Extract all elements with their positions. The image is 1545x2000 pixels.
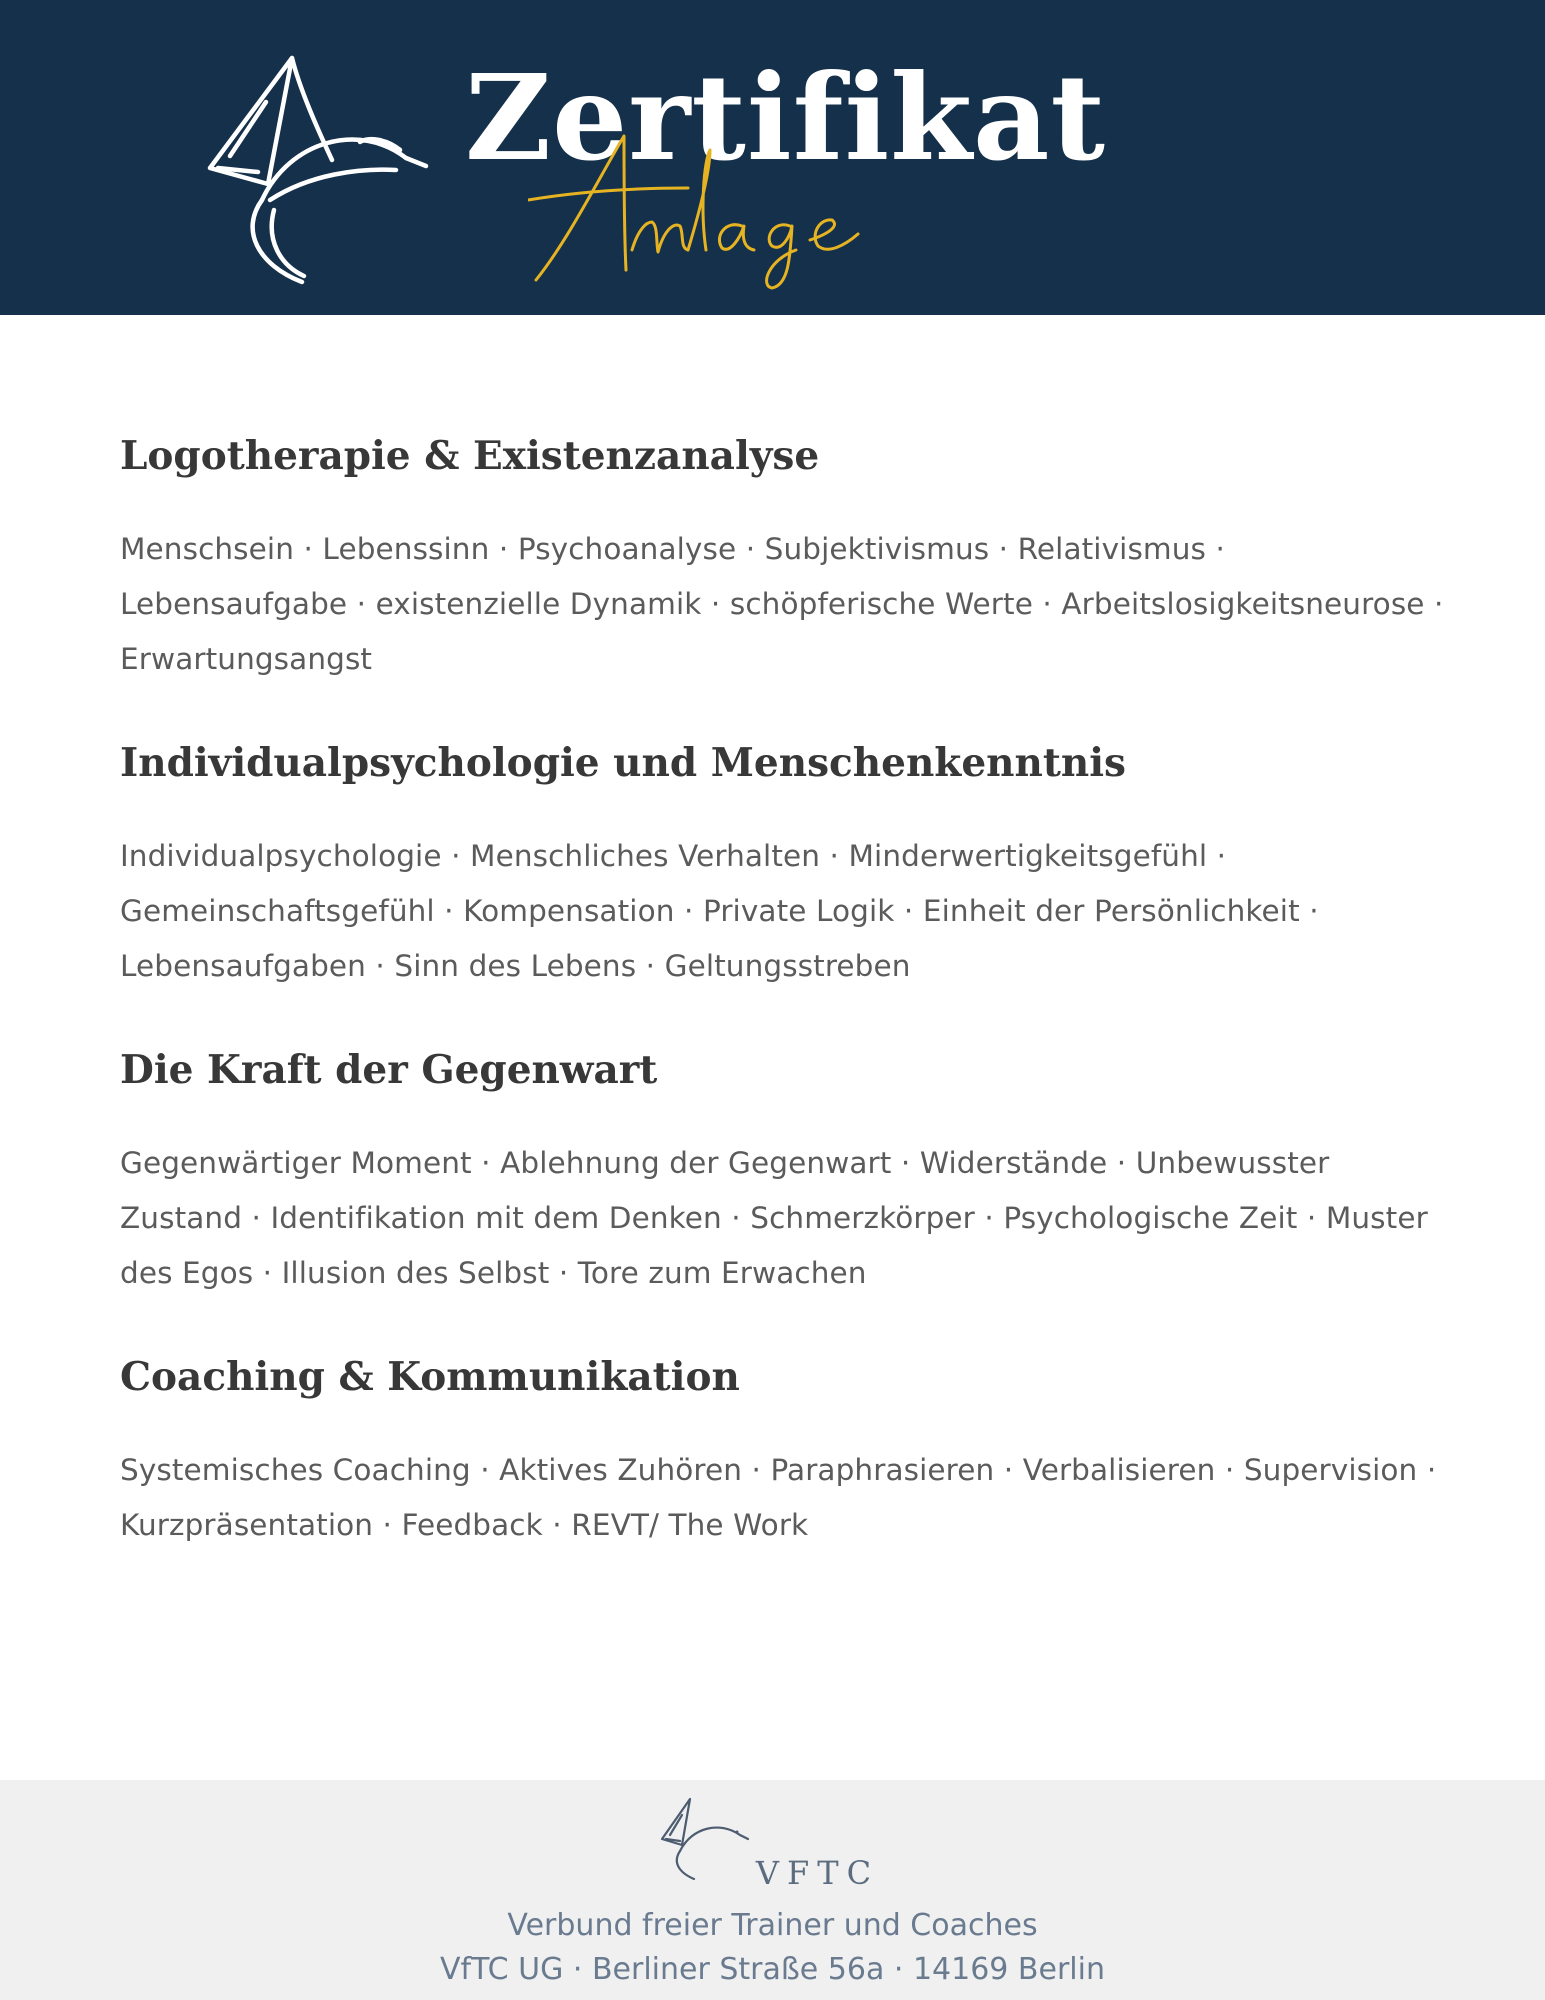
footer-brand: VFTC [755, 1854, 880, 1892]
footer-address: VfTC UG · Berliner Straße 56a · 14169 Berlin [440, 1952, 1105, 1987]
section-topics: Systemisches Coaching · Aktives Zuhören · Paraphrasieren · Verbalisieren · Supervision · Kurzpräsentation · Feedback · REVT/ The Work [120, 1453, 1437, 1542]
certificate-footer [0, 1780, 1545, 2000]
section-topics: Menschsein · Lebenssinn · Psychoanalyse · Subjektivismus · Relativismus · Lebensaufgabe · existenzielle Dynamik · schöpferische Werte · Arbeitslosigkeitsneurose · Erwartungsangst [120, 532, 1444, 676]
section-heading: Logotherapie & Existenzanalyse [120, 433, 820, 479]
section-logotherapie [120, 430, 1450, 687]
section-kraft-der-gegenwart [120, 1044, 1450, 1301]
section-topics: Gegenwärtiger Moment · Ablehnung der Gegenwart · Widerstände · Unbewusster Zustand · Identifikation mit dem Denken · Schmerzkörper · Psychologische Zeit · Muster des Egos · Illusion des Selbst · Tore zum Erwachen [120, 1146, 1428, 1290]
section-heading: Die Kraft der Gegenwart [120, 1047, 658, 1093]
section-topics: Individualpsychologie · Menschliches Verhalten · Minderwertigkeitsgefühl · Gemeinschaftsgefühl · Kompensation · Private Logik · Einheit der Persönlichkeit · Lebensaufgaben · Sinn des Lebens · Geltungsstreben [120, 839, 1319, 983]
footer-organization-name: Verbund freier Trainer und Coaches [507, 1908, 1038, 1943]
certificate-header [0, 0, 1545, 315]
butterfly-bird-logo-icon [200, 50, 430, 290]
section-individualpsychologie [120, 737, 1450, 994]
section-heading: Individualpsychologie und Menschenkenntnis [120, 740, 1126, 786]
section-coaching-kommunikation [120, 1351, 1450, 1553]
certificate-title: Zertifikat [465, 48, 1107, 187]
certificate-content [120, 430, 1450, 1603]
section-heading: Coaching & Kommunikation [120, 1354, 740, 1400]
